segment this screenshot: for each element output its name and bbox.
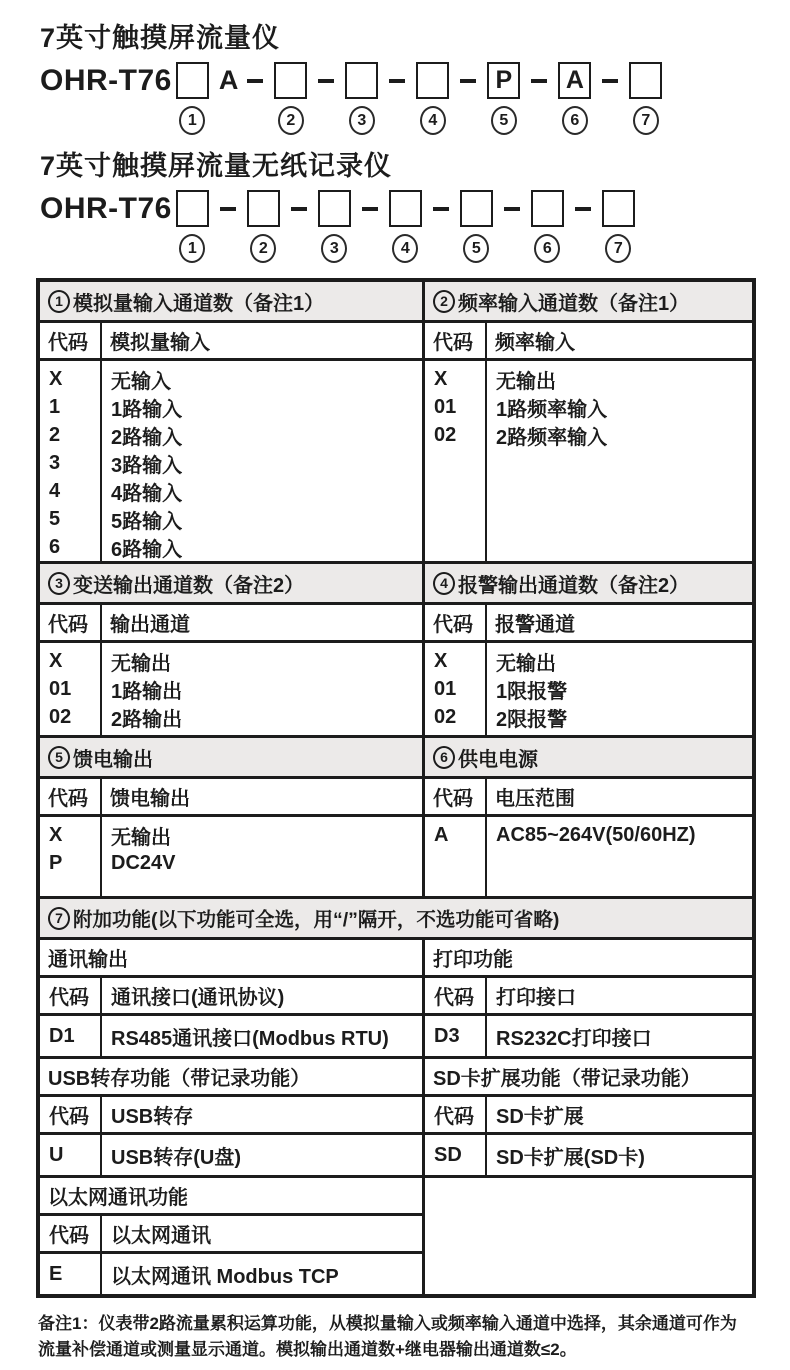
model2-position-1 <box>176 190 209 263</box>
position-number-icon: 4 <box>420 106 446 135</box>
column-header-row-56 <box>40 779 752 817</box>
position-number-icon: 7 <box>633 106 659 135</box>
model2-position-4 <box>389 190 422 263</box>
circled-3-icon: 3 <box>48 572 70 595</box>
column-header-row-12 <box>40 323 752 361</box>
column-header-row <box>425 1097 752 1135</box>
dash-separator <box>362 207 378 211</box>
position-number-icon: 6 <box>534 234 560 263</box>
section1-title: 模拟量输入通道数（备注1） <box>73 292 325 315</box>
code-box <box>531 190 564 227</box>
code-box <box>389 190 422 227</box>
desc-value: AC85~264V(50/60HZ) <box>496 823 696 846</box>
code-value: D3 <box>425 1016 487 1056</box>
table-row <box>40 1254 422 1294</box>
dash-separator <box>433 207 449 211</box>
section5-code-column <box>40 817 102 896</box>
section6-title: 供电电源 <box>458 748 538 771</box>
desc-value: 无输出 <box>496 652 556 675</box>
position-number-icon: 1 <box>179 106 205 135</box>
column-header-row <box>40 1216 422 1254</box>
dash-separator <box>504 207 520 211</box>
code-value: 02 <box>434 423 457 446</box>
code-value: 3 <box>49 451 61 474</box>
section7-header <box>40 899 752 940</box>
code-value: SD <box>425 1135 487 1175</box>
code-value: 4 <box>49 479 61 502</box>
dash-separator <box>575 207 591 211</box>
usb-header: USB转存功能（带记录功能） <box>40 1059 422 1097</box>
code-value: 01 <box>49 677 72 700</box>
column-header-row <box>425 978 752 1016</box>
model1-position-4 <box>416 62 449 135</box>
section4-column-header: 报警通道 <box>495 614 575 636</box>
model1-position-3 <box>345 62 378 135</box>
print-function-header: 打印功能 <box>425 940 752 978</box>
code-box <box>416 62 449 99</box>
model1-position-1 <box>176 62 209 135</box>
desc-value: 4路输入 <box>111 482 183 505</box>
ethernet-column-header: 以太网通讯 <box>111 1225 211 1247</box>
section3-title: 变送输出通道数（备注2） <box>73 574 305 597</box>
section2-code-column <box>425 361 487 561</box>
section1-header <box>40 282 425 320</box>
section-header-row-56 <box>40 738 752 779</box>
desc-value: SD卡扩展(SD卡) <box>496 1146 645 1169</box>
section3-header <box>40 564 425 602</box>
code-value: A <box>434 823 449 846</box>
position-number-icon: 2 <box>278 106 304 135</box>
desc-value: 6路输入 <box>111 538 183 561</box>
desc-value: 2路输出 <box>111 708 183 731</box>
section2-desc-column <box>487 361 752 561</box>
model1-position-2 <box>274 62 307 135</box>
ethernet-half <box>40 1178 425 1294</box>
model1-fixed-letter: A <box>218 65 239 95</box>
section1-code-column <box>40 361 102 561</box>
model2-position-6 <box>531 190 564 263</box>
data-block-34 <box>40 643 752 738</box>
sd-header: SD卡扩展功能（带记录功能） <box>425 1059 752 1097</box>
data-block-12 <box>40 361 752 564</box>
empty-cell <box>425 1178 752 1294</box>
code-value: 1 <box>49 395 61 418</box>
code-value: X <box>49 649 63 672</box>
position-number-icon: 1 <box>179 234 205 263</box>
section6-desc-column <box>487 817 752 896</box>
code-value: 6 <box>49 535 61 558</box>
model2-position-7 <box>602 190 635 263</box>
desc-value: RS485通讯接口(Modbus RTU) <box>111 1027 389 1050</box>
ethernet-header: 以太网通讯功能 <box>40 1178 422 1216</box>
table-row <box>40 1135 422 1175</box>
section4-desc-column <box>487 643 752 735</box>
code-column-header: 代码 <box>40 779 102 814</box>
model1-position-6 <box>558 62 591 135</box>
dash-separator <box>220 207 236 211</box>
code-box <box>629 62 662 99</box>
code-value: D1 <box>40 1016 102 1056</box>
section5-title: 馈电输出 <box>73 748 153 771</box>
sd-column-header: SD卡扩展 <box>496 1106 584 1128</box>
desc-value: 3路输入 <box>111 454 183 477</box>
position-number-icon: 7 <box>605 234 631 263</box>
code-column-header: 代码 <box>40 605 102 640</box>
print-column-header: 打印接口 <box>496 987 576 1009</box>
section2-title: 频率输入通道数（备注1） <box>458 292 690 315</box>
position-number-icon: 5 <box>463 234 489 263</box>
code-value: X <box>434 367 448 390</box>
dash-separator <box>531 79 547 83</box>
model1-code-line <box>40 62 790 138</box>
code-column-header: 代码 <box>425 605 487 640</box>
model2-position-5 <box>460 190 493 263</box>
model1-position-5 <box>487 62 520 135</box>
model2-title: 7英寸触摸屏流量无纸记录仪 <box>40 151 393 181</box>
desc-value: 无输入 <box>111 370 171 393</box>
code-column-header: 代码 <box>425 978 487 1013</box>
code-value: P <box>49 851 63 874</box>
position-number-icon: 3 <box>321 234 347 263</box>
usb-column-header: USB转存 <box>111 1106 194 1128</box>
dash-separator <box>247 79 263 83</box>
comm-output-half <box>40 940 425 1056</box>
section6-header <box>425 738 752 776</box>
footnote-line-1: 备注1：仪表带2路流量累积运算功能，从模拟量输入或频率输入通道中选择，其余通道可作为 <box>38 1314 737 1333</box>
desc-value: DC24V <box>111 851 176 874</box>
code-value: 2 <box>49 423 61 446</box>
desc-value: 1路输入 <box>111 398 183 421</box>
desc-value: 1限报警 <box>496 680 568 703</box>
footnote-line-2: 流量补偿通道或测量显示通道。模拟输出通道数+继电器输出通道数≤2。 <box>38 1340 577 1360</box>
desc-value: 以太网通讯 Modbus TCP <box>111 1265 339 1288</box>
code-box-P: P <box>487 62 520 99</box>
code-box <box>176 190 209 227</box>
desc-value: 1路输出 <box>111 680 183 703</box>
section6-code-column <box>425 817 487 896</box>
code-value: 5 <box>49 507 61 530</box>
section2-column-header: 频率输入 <box>495 332 575 354</box>
table-row <box>40 1016 422 1056</box>
empty-half <box>425 1178 752 1294</box>
code-column-header: 代码 <box>425 323 487 358</box>
code-box-A: A <box>558 62 591 99</box>
section1-column-header: 模拟量输入 <box>102 323 425 358</box>
code-value: 02 <box>49 705 72 728</box>
selection-table <box>36 278 756 1298</box>
position-number-icon: 4 <box>392 234 418 263</box>
code-value: X <box>49 367 63 390</box>
usb-half <box>40 1059 425 1175</box>
column-header-row <box>40 978 422 1016</box>
section2-header <box>425 282 752 320</box>
model1-title: 7英寸触摸屏流量仪 <box>40 23 281 53</box>
circled-4-icon: 4 <box>433 572 455 595</box>
desc-value: RS232C打印接口 <box>496 1027 652 1050</box>
desc-value: 2路输入 <box>111 426 183 449</box>
section3-code-column <box>40 643 102 735</box>
code-column-header: 代码 <box>425 779 487 814</box>
desc-value: 2限报警 <box>496 708 568 731</box>
code-column-header: 代码 <box>40 1216 102 1251</box>
code-value: 01 <box>434 677 457 700</box>
code-box <box>318 190 351 227</box>
dash-separator <box>460 79 476 83</box>
section1-desc-column <box>102 361 425 561</box>
print-function-half <box>425 940 752 1056</box>
circled-6-icon: 6 <box>433 746 455 769</box>
desc-value: 1路频率输入 <box>496 398 608 421</box>
section6-column-header: 电压范围 <box>495 788 575 810</box>
circled-1-icon: 1 <box>48 290 70 313</box>
model2-code-line <box>40 190 790 266</box>
model1-position-7 <box>629 62 662 135</box>
code-box <box>176 62 209 99</box>
circled-2-icon: 2 <box>433 290 455 313</box>
desc-value: 无输出 <box>496 370 556 393</box>
desc-value: 无输出 <box>111 826 171 849</box>
column-header-row <box>40 1097 422 1135</box>
code-column-header: 代码 <box>40 323 102 358</box>
dash-separator <box>602 79 618 83</box>
model2-prefix: OHR-T76 <box>40 192 172 225</box>
table-row <box>425 1016 752 1056</box>
table-row <box>425 1135 752 1175</box>
dash-separator <box>318 79 334 83</box>
code-box <box>247 190 280 227</box>
dash-separator <box>291 207 307 211</box>
section3-column-header: 输出通道 <box>102 605 425 640</box>
dash-separator <box>389 79 405 83</box>
position-number-icon: 6 <box>562 106 588 135</box>
section4-header <box>425 564 752 602</box>
code-column-header: 代码 <box>425 1097 487 1132</box>
code-value: X <box>49 823 63 846</box>
code-value: 02 <box>434 705 457 728</box>
circled-5-icon: 5 <box>48 746 70 769</box>
desc-value: USB转存(U盘) <box>111 1146 241 1169</box>
code-value: 01 <box>434 395 457 418</box>
code-value: E <box>40 1254 102 1294</box>
data-block-56 <box>40 817 752 899</box>
section-header-row-12 <box>40 282 752 323</box>
comm-column-header: 通讯接口(通讯协议) <box>111 987 285 1009</box>
model2-position-3 <box>318 190 351 263</box>
section5-column-header: 馈电输出 <box>102 779 425 814</box>
position-number-icon: 5 <box>491 106 517 135</box>
section4-code-column <box>425 643 487 735</box>
section4-title: 报警输出通道数（备注2） <box>458 574 690 597</box>
code-column-header: 代码 <box>40 978 102 1013</box>
code-value: X <box>434 649 448 672</box>
footnote <box>38 1311 758 1364</box>
desc-value: 无输出 <box>111 652 171 675</box>
section7-title: 附加功能(以下功能可全选，用“/”隔开，不选功能可省略) <box>73 909 560 931</box>
feature-block-ethernet <box>40 1178 752 1294</box>
model1-prefix: OHR-T76 <box>40 64 172 97</box>
model2-position-2 <box>247 190 280 263</box>
desc-value: 5路输入 <box>111 510 183 533</box>
position-number-icon: 3 <box>349 106 375 135</box>
circled-7-icon: 7 <box>48 907 70 930</box>
code-box <box>345 62 378 99</box>
section-header-row-34 <box>40 564 752 605</box>
code-box <box>460 190 493 227</box>
code-value: U <box>40 1135 102 1175</box>
position-number-icon: 2 <box>250 234 276 263</box>
code-box <box>274 62 307 99</box>
code-column-header: 代码 <box>40 1097 102 1132</box>
section3-desc-column <box>102 643 425 735</box>
desc-value: 2路频率输入 <box>496 426 608 449</box>
section5-header <box>40 738 425 776</box>
section5-desc-column <box>102 817 425 896</box>
comm-output-header: 通讯输出 <box>40 940 422 978</box>
feature-block-comm-print <box>40 940 752 1059</box>
feature-block-usb-sd <box>40 1059 752 1178</box>
column-header-row-34 <box>40 605 752 643</box>
code-box <box>602 190 635 227</box>
sd-half <box>425 1059 752 1175</box>
